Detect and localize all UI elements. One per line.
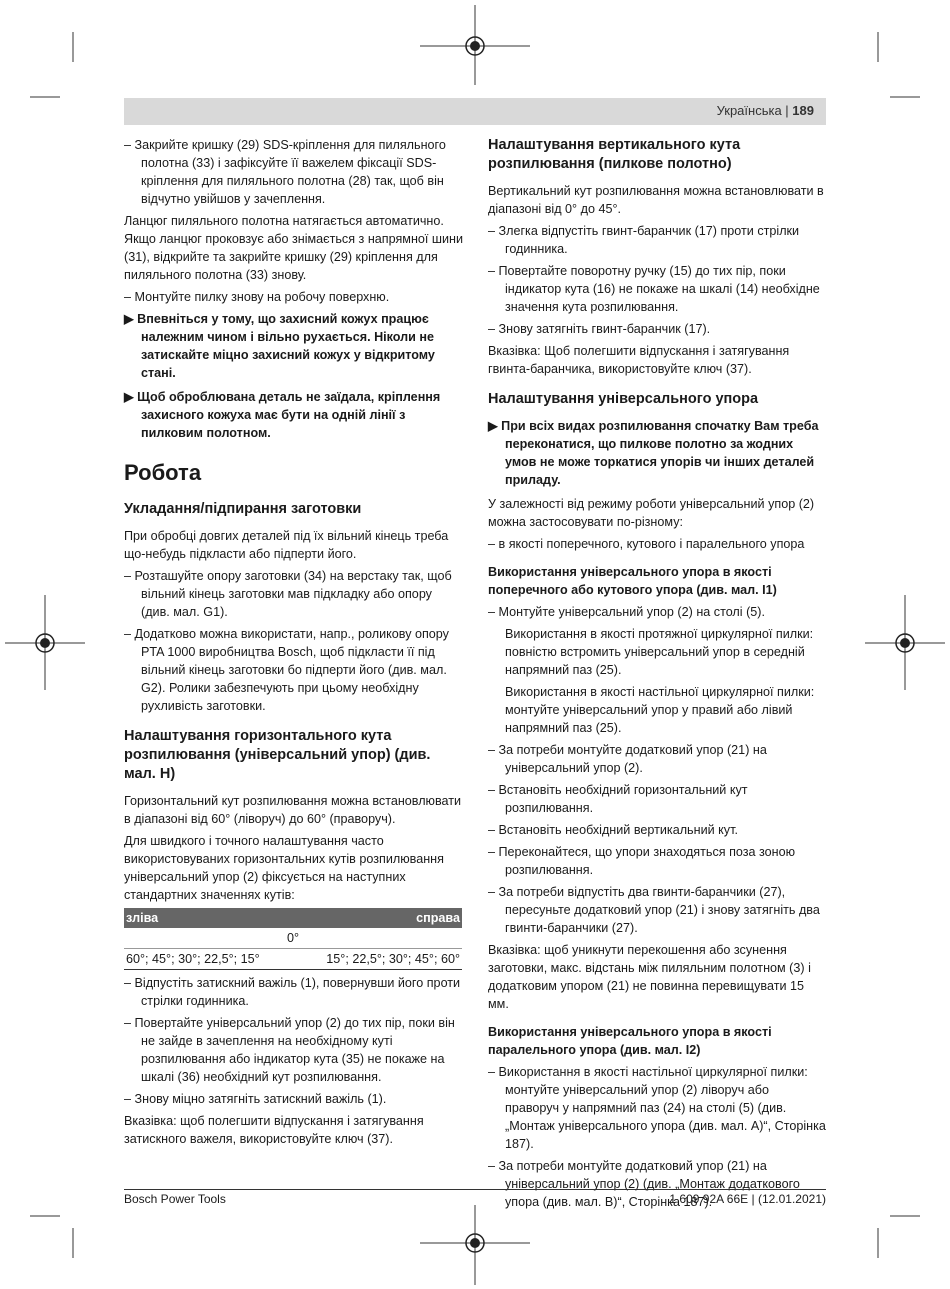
header-language: Українська [716,103,782,118]
list-item: – Використання в якості настільної циркулярної пилки: монтуйте універсальний упор (2) ліворуч або праворуч у напрямний паз (24) на столі (5) (див. „Монтаж універсального упора (див. мал. A)“, Сторінка 187). [488,1065,826,1151]
angle-table [124,908,462,970]
list-item: – Додатково можна використати, напр., роликову опору PTA 1000 виробництва Bosch, щоб підкласти її під вільний кінець заготовки бо підперти його (див. мал. G2). Ролики забезпечують при цьому необхідну рухливість заготовки. [124,627,449,713]
footer-brand: Bosch Power Tools [124,1192,226,1206]
warning-note: ▶ Впевніться у тому, що захисний кожух працює належним чином і вільно рухається. Ніколи не затискайте міцно захисний кожух у відкритому стані. [124,312,435,380]
page-footer [124,1189,826,1206]
list-item: – Злегка відпустіть гвинт-баранчик (17) проти стрілки годинника. [488,224,800,256]
list-item: – Встановіть необхідний вертикальний кут. [488,823,738,837]
list-item: – За потреби монтуйте додатковий упор (21) на універсальний упор (2) (див. „Монтаж додаткового упора (див. мал. B)“, Сторінка 187). [488,1159,800,1209]
paragraph: Горизонтальний кут розпилювання можна встановлювати в діапазоні від 60° (ліворуч) до 60° (праворуч). [124,794,462,826]
note-paragraph: Вказівка: Щоб полегшити відпускання і затягування гвинта-баранчика, використовуйте ключ (37). [488,344,790,376]
table-left-values: 60°; 45°; 30°; 22,5°; 15° [124,949,293,970]
page-header [124,98,826,125]
list-item: – Переконайтеся, що упори знаходяться поза зоною розпилювання. [488,845,796,877]
paragraph: Використання в якості протяжної циркулярної пилки: повністю встромить універсальний упор в середній напрямний паз (25). [505,627,814,677]
list-item: – Знову затягніть гвинт-баранчик (17). [488,322,711,336]
section-heading: Налаштування універсального упора [488,391,759,407]
paragraph: Використання в якості настільної циркулярної пилки: монтуйте універсальний упор у правий або лівий напрямний паз (25). [505,685,815,735]
table-header-right: справа [416,911,460,925]
section-heading: Налаштування горизонтального кута розпилювання (універсальний упор) (див. мал. H) [124,728,431,782]
paragraph: Ланцюг пиляльного полотна натягається автоматично. Якщо ланцюг проковзує або знімається з напрямної шини (31), відкрийте та закрийте кришку (29) кріплення для пиляльного полотна (33) знову. [124,214,464,282]
header-label: Українська | 189 [716,103,814,118]
list-item: – За потреби монтуйте додатковий упор (21) на універсальний упор (2). [488,743,767,775]
paragraph: Для швидкого і точного налаштування часто використовуваних горизонтальних кутів розпилювання універсальний упор (2) фіксується на наступних стандартних значеннях кутів: [124,834,444,902]
page-number: 189 [792,103,814,118]
table-header-left: зліва [126,911,159,925]
footer-docref: 1 609 92A 66E | (12.01.2021) [669,1192,826,1206]
list-item: – в якості поперечного, кутового і паралельного упора [488,537,805,551]
list-item: – Повертайте універсальний упор (2) до тих пір, поки він не зайде в зачеплення на необхідному куті розпилювання або індикатор кута (35) не покаже на шкалі (36) необхідний кут розпилювання. [124,1016,455,1084]
table-center-value: 0° [124,928,462,949]
list-item: – Знову міцно затягніть затискний важіль (1). [124,1092,387,1106]
right-column [488,124,826,1215]
list-item: – За потреби відпустіть два гвинти-баранчики (27), пересуньте додатковий упор (21) і знову затягніть два гвинти-баранчики (27). [488,885,820,935]
section-title: Робота [124,460,202,485]
table-right-values: 15°; 22,5°; 30°; 45°; 60° [293,949,462,970]
section-heading: Налаштування вертикального кута розпилювання (пилкове полотно) [488,137,741,172]
list-item: – Розташуйте опору заготовки (34) на верстаку так, щоб вільний кінець заготовки мав підкладку або опору (див. мал. G1). [124,569,452,619]
paragraph: При обробці довгих деталей під їх вільний кінець треба що-небудь підкласти або підперти його. [124,529,449,561]
note-paragraph: Вказівка: щоб полегшити відпускання і затягування затискного важеля, використовуйте ключ (37). [124,1114,424,1146]
list-item: – Повертайте поворотну ручку (15) до тих пір, поки індикатор кута (16) не покаже на шкалі (14) необхідне значення кута розпилювання. [488,264,820,314]
list-item: – Встановіть необхідний горизонтальний кут розпилювання. [488,783,748,815]
paragraph: – Закрийте кришку (29) SDS-кріплення для пиляльного полотна (33) і зафіксуйте її важелем фіксації SDS-кріплення для пиляльного полотна (28) так, щоб він відчутно увійшов у зачеплення. [124,138,446,206]
list-item: – Відпустіть затискний важіль (1), повернувши його проти стрілки годинника. [124,976,461,1008]
subsection-heading: Використання універсального упора в якості поперечного або кутового упора (див. мал. I1) [488,565,777,597]
warning-note: ▶ При всіх видах розпилювання спочатку Вам треба переконатися, що пилкове полотно за жодних умов не може торкатися упорів чи інших деталей приладу. [488,419,819,487]
left-column [124,136,464,1152]
note-paragraph: Вказівка: щоб уникнути перекошення або зсунення заготовки, макс. відстань між пиляльним полотном (3) і додатковим упором (21) не повинна перевищувати 15 мм. [488,943,811,1011]
list-item: – Монтуйте пилку знову на робочу поверхню. [124,290,390,304]
paragraph: У залежності від режиму роботи універсальний упор (2) можна застосовувати по-різному: [488,497,815,529]
warning-note: ▶ Щоб оброблювана деталь не заїдала, кріплення захисного кожуха має бути на одній лінії з пилковим полотном. [124,390,441,440]
section-heading: Укладання/підпирання заготовки [124,501,362,517]
paragraph: Вертикальний кут розпилювання можна встановлювати в діапазоні від 0° до 45°. [488,184,824,216]
subsection-heading: Використання універсального упора в якості паралельного упора (див. мал. I2) [488,1025,772,1057]
list-item: – Монтуйте універсальний упор (2) на столі (5). [488,605,765,619]
